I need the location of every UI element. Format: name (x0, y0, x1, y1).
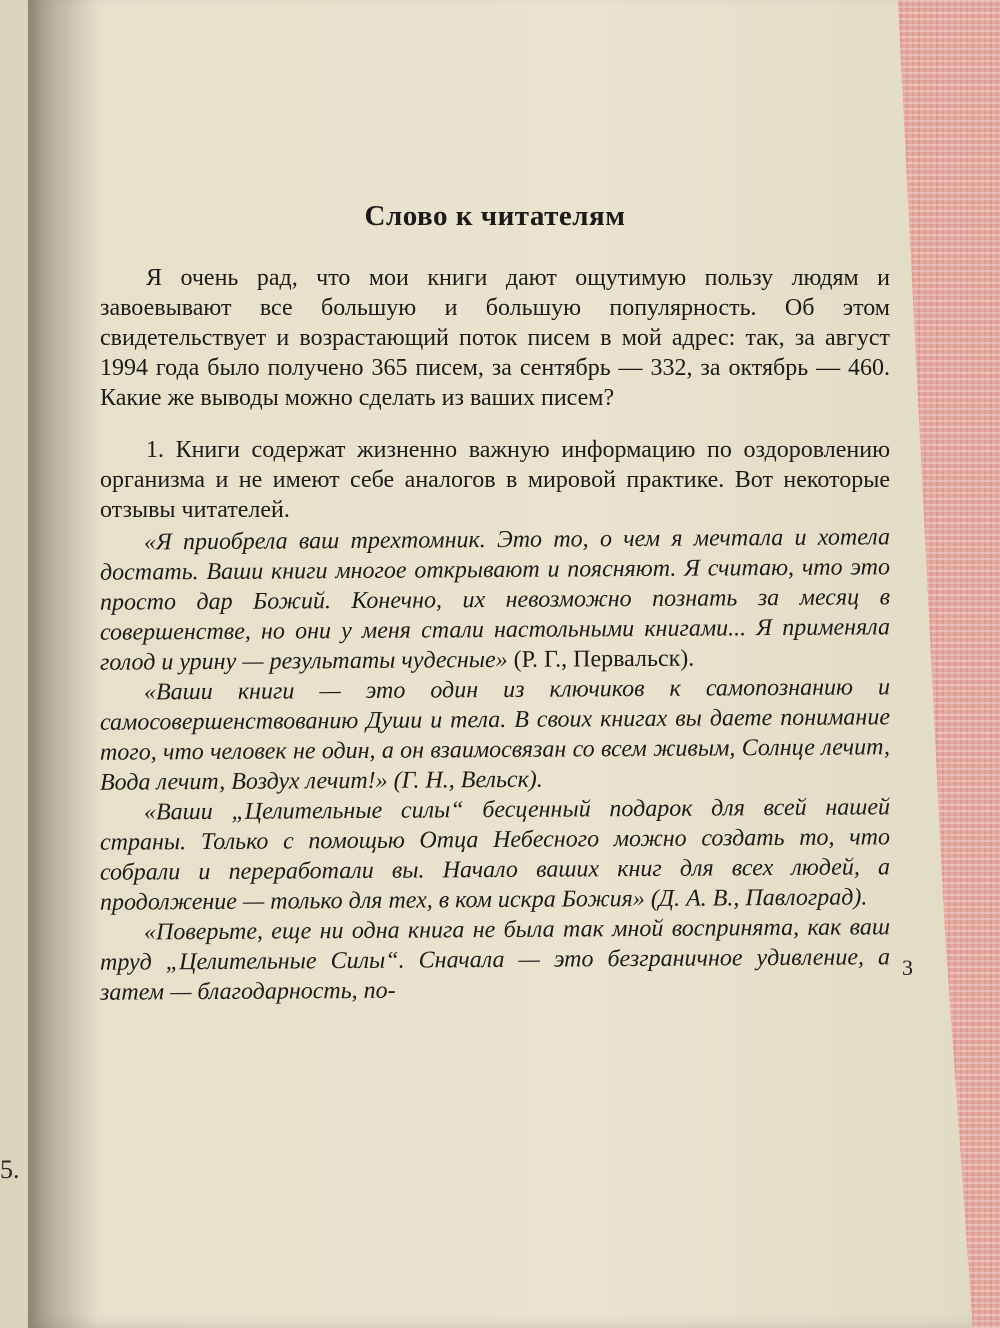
reader-quote-1-source: (Р. Г., Первальск). (507, 645, 695, 673)
page-gutter-shadow (28, 0, 98, 1328)
point-one-paragraph: 1. Книги содержат жизненно важную информацию по оздоровлению организма и не имеют себе аналогов в мировой практике. Вот некоторые отзывы читателей. (100, 437, 890, 523)
reader-quote-4: «Поверьте, еще ни одна книга не была так мной воспринята, как ваш труд „Целительные Силы“. Сначала — это безграничное удивление, а затем — благодарность, по- (100, 914, 890, 1006)
intro-paragraph: Я очень рад, что мои книги дают ощутимую пользу людям и завоевывают все большую и большую популярность. Об этом свидетельствует и возрастающий поток писем в мой адрес: так, за август 1994 года было получено 365 писем, за сентябрь — 332, за октябрь — 460. Какие же выводы можно сделать из ваших писем? (100, 265, 890, 411)
reader-quote-3: «Ваши „Целительные силы“ бесценный подарок для всей нашей страны. Только с помощью Отца Небесного можно создать то, что собрали и переработали вы. Начало ваших книг для всех людей, а продолжение — только для тех, в ком искра Божия» (Д. А. В., Павлоград). (100, 794, 890, 916)
page-content (100, 200, 890, 1005)
left-page-edge (0, 0, 30, 1328)
reader-quote-2: «Ваши книги — это один из ключиков к самопознанию и самосовершенствованию Души и тела. В своих книгах вы даете понимание того, что человек не один, а он взаимосвязан со всем живым, Солнце лечит, Вода лечит, Воздух лечит!» (Г. Н., Вельск). (100, 674, 890, 796)
page-number: 3 (902, 955, 913, 980)
left-page-fragment: 5. (0, 1155, 20, 1184)
reader-quote-1-text: «Я приобрела ваш трехтомник. Это то, о чем я мечтала и хотела достать. Ваши книги многое открывают и поясняют. Я считаю, что это просто дар Божий. Конечно, их невозможно познать за месяц в совершенстве, но они у меня стали настольными книгами... Я применяла голод и урину — результаты чудесные» (100, 524, 890, 676)
page-title: Слово к читателям (364, 200, 626, 232)
reader-quote-1 (100, 522, 890, 678)
